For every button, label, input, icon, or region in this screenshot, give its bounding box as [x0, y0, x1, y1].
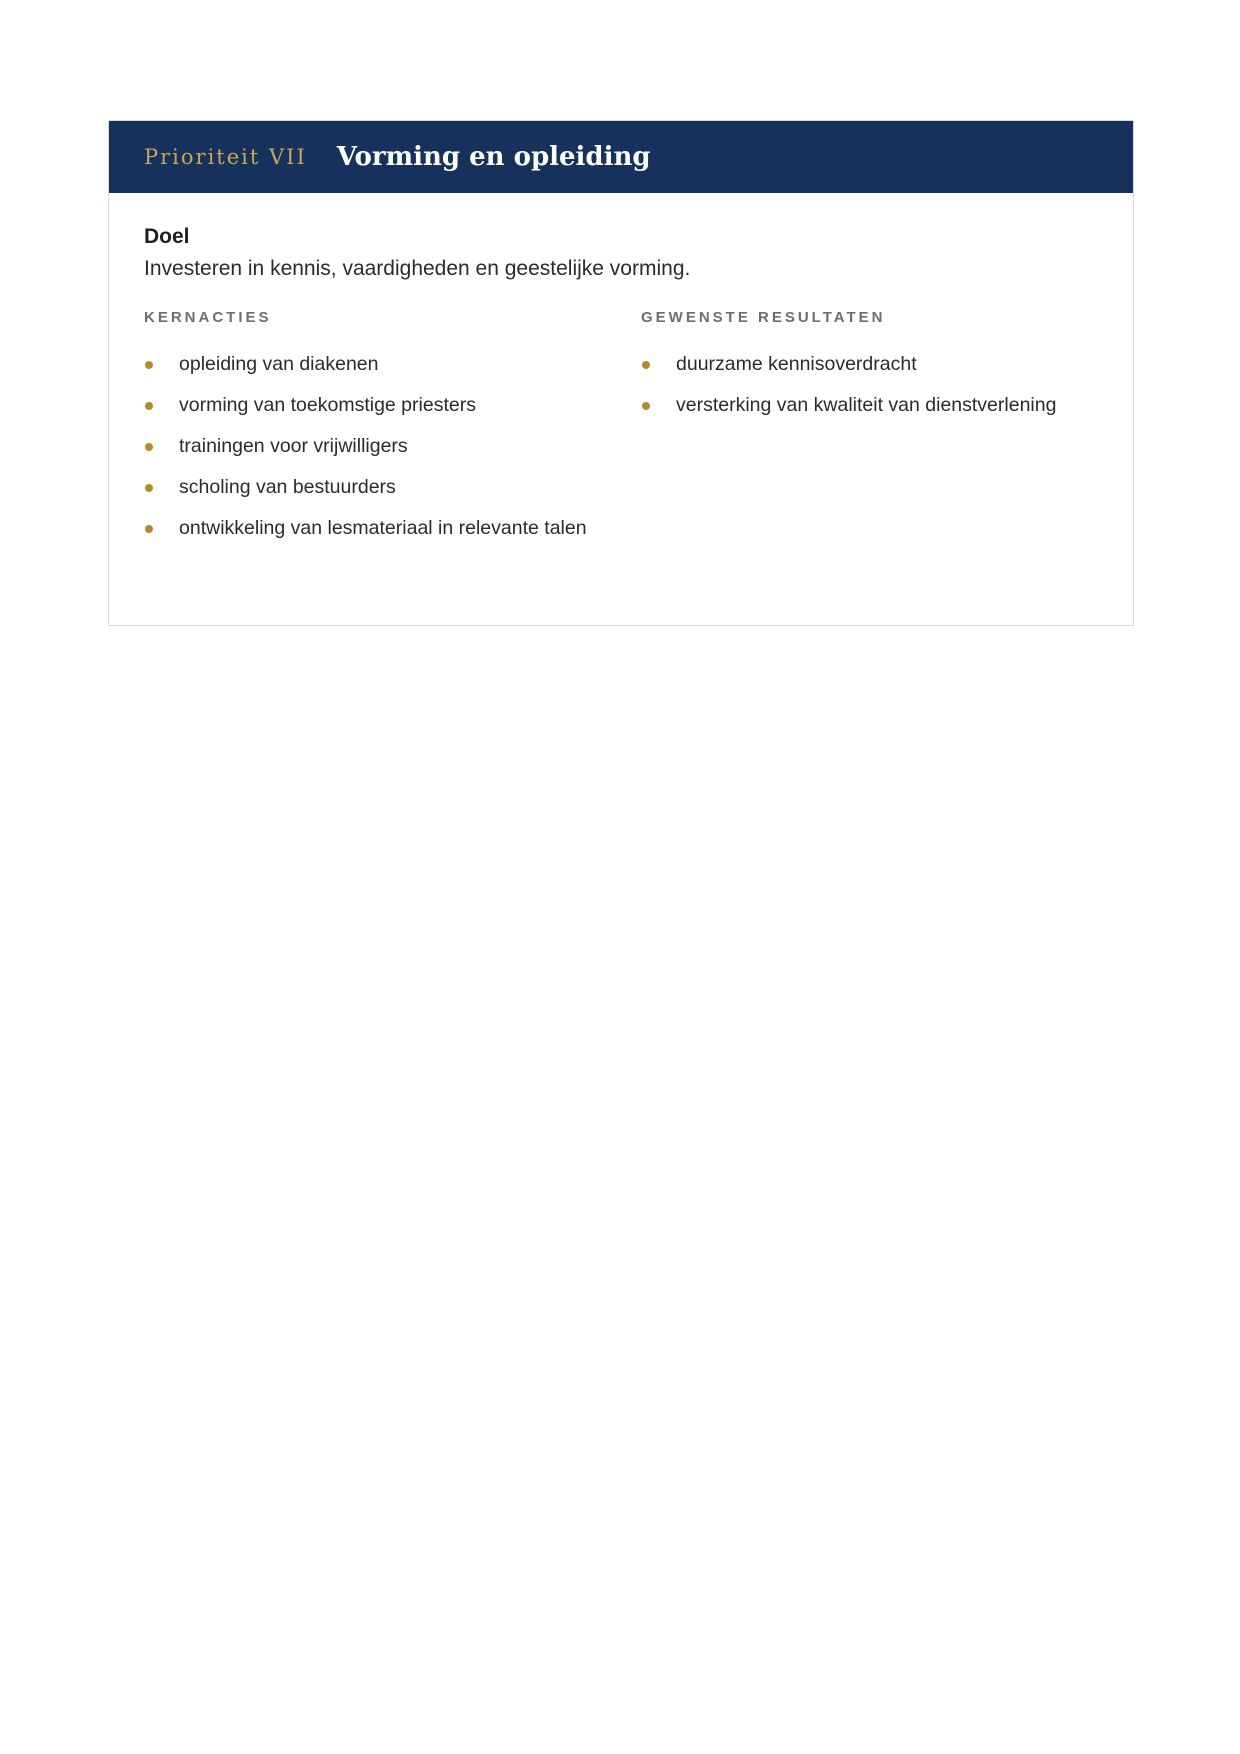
bullet-icon: [642, 402, 650, 410]
list-item: [641, 389, 1098, 422]
priority-title: Vorming en opleiding: [336, 142, 651, 172]
bullet-icon: [145, 525, 153, 533]
list-item-text: trainingen voor vrijwilligers: [179, 435, 408, 457]
desired-results-column: [641, 309, 1098, 553]
card-header: [109, 121, 1133, 193]
goal-label: Doel: [144, 225, 190, 248]
bullet-icon: [145, 361, 153, 369]
list-item-text: ontwikkeling van lesmateriaal in relevante talen: [179, 517, 587, 539]
key-actions-list: [144, 348, 641, 545]
key-actions-heading: KERNACTIES: [144, 309, 272, 326]
desired-results-list: [641, 348, 1098, 422]
list-item: [144, 512, 599, 545]
priority-card: [108, 120, 1134, 626]
list-item: [144, 348, 599, 381]
list-item: [144, 471, 599, 504]
list-item-text: opleiding van diakenen: [179, 353, 379, 375]
list-item-text: versterking van kwaliteit van dienstverlening: [676, 394, 1057, 416]
priority-label: Prioriteit VII: [144, 145, 307, 169]
columns: [144, 309, 1098, 553]
bullet-icon: [145, 443, 153, 451]
list-item: [144, 389, 599, 422]
list-item-text: duurzame kennisoverdracht: [676, 353, 917, 375]
bullet-icon: [145, 484, 153, 492]
key-actions-column: [144, 309, 641, 553]
desired-results-heading: GEWENSTE RESULTATEN: [641, 309, 886, 326]
goal-text: Investeren in kennis, vaardigheden en geestelijke vorming.: [144, 257, 691, 280]
bullet-icon: [145, 402, 153, 410]
list-item-text: scholing van bestuurders: [179, 476, 396, 498]
list-item: [144, 430, 599, 463]
bullet-icon: [642, 361, 650, 369]
list-item-text: vorming van toekomstige priesters: [179, 394, 476, 416]
list-item: [641, 348, 1098, 381]
card-body: [109, 193, 1133, 553]
